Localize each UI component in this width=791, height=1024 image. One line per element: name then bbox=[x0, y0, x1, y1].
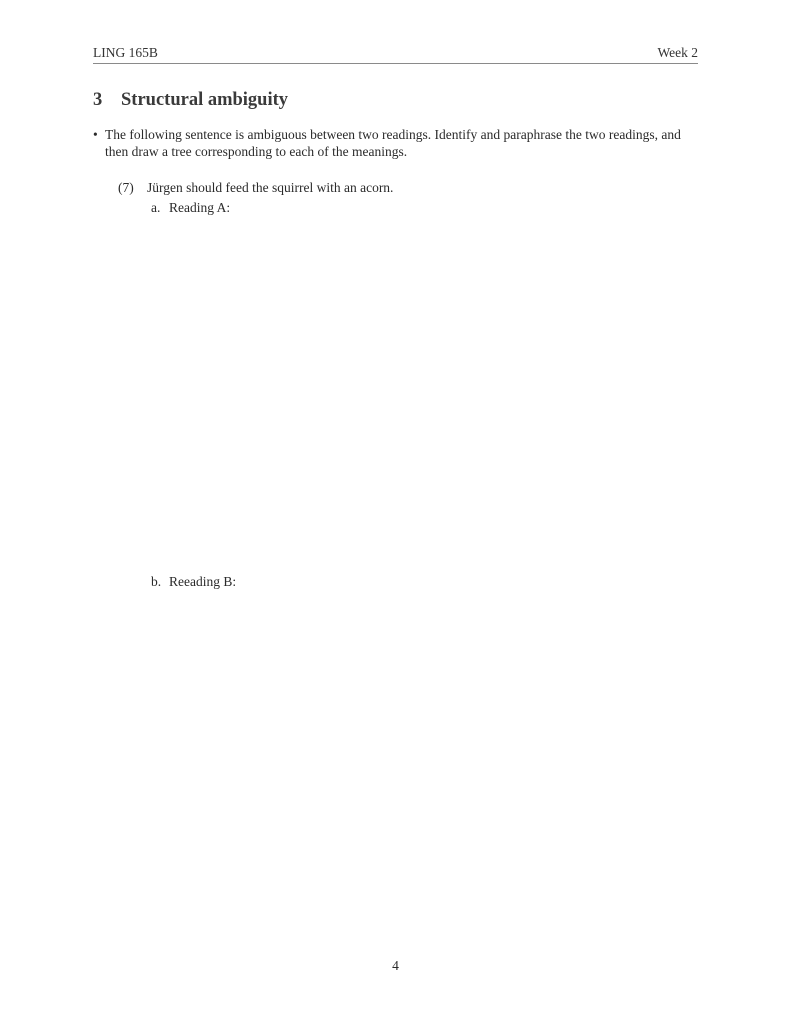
reading-a-marker: a. bbox=[151, 200, 161, 215]
section-heading bbox=[93, 90, 288, 111]
page-number: 4 bbox=[392, 958, 399, 973]
section-title: Structural ambiguity bbox=[121, 90, 289, 110]
example-number: (7) bbox=[118, 180, 134, 195]
reading-b-marker: b. bbox=[151, 574, 162, 589]
instruction-bullet bbox=[93, 126, 698, 160]
section-number: 3 bbox=[93, 90, 103, 110]
reading-b-label: Reeading B: bbox=[169, 574, 237, 589]
course-name: LING 165B bbox=[93, 45, 158, 60]
instruction-text: The following sentence is ambiguous between two readings. Identify and paraphrase the two readings, and then draw a tree corresponding to each of the meanings. bbox=[105, 127, 681, 159]
reading-b bbox=[151, 574, 236, 590]
reading-a bbox=[151, 200, 230, 216]
week-label: Week 2 bbox=[657, 45, 698, 60]
page-header bbox=[93, 45, 698, 64]
example-text: Jürgen should feed the squirrel with an acorn. bbox=[147, 180, 394, 195]
bullet-icon: • bbox=[93, 127, 98, 142]
reading-a-label: Reading A: bbox=[169, 200, 231, 215]
example-sentence bbox=[118, 180, 393, 196]
